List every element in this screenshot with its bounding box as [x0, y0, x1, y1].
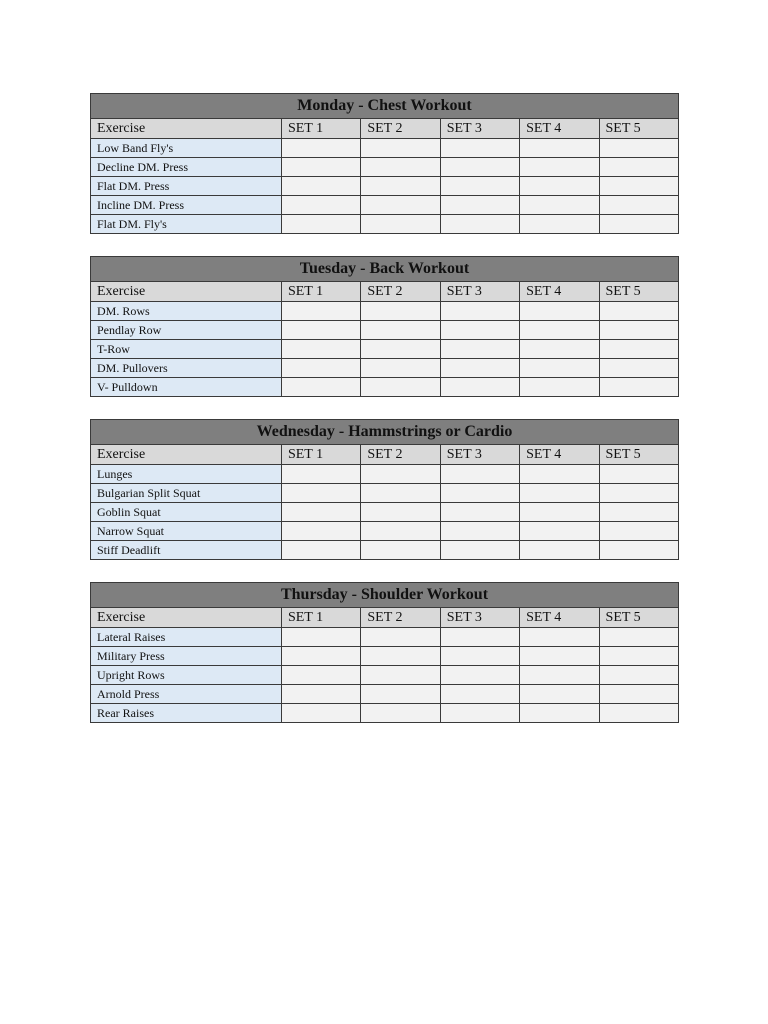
- exercise-name: Arnold Press: [91, 685, 282, 704]
- set-cell[interactable]: [520, 321, 599, 340]
- set-cell[interactable]: [440, 302, 519, 321]
- set-cell[interactable]: [599, 177, 679, 196]
- set-cell[interactable]: [281, 321, 360, 340]
- set-cell[interactable]: [520, 503, 599, 522]
- exercise-name: Goblin Squat: [91, 503, 282, 522]
- set-cell[interactable]: [520, 484, 599, 503]
- exercise-name: Lateral Raises: [91, 628, 282, 647]
- set-3-column-header: SET 3: [440, 119, 519, 139]
- set-cell[interactable]: [281, 541, 360, 560]
- exercise-name: DM. Pullovers: [91, 359, 282, 378]
- set-2-column-header: SET 2: [361, 608, 440, 628]
- set-cell[interactable]: [440, 196, 519, 215]
- set-cell[interactable]: [520, 666, 599, 685]
- table-row: [91, 704, 679, 723]
- set-cell[interactable]: [361, 302, 440, 321]
- set-cell[interactable]: [599, 158, 679, 177]
- set-cell[interactable]: [281, 340, 360, 359]
- set-3-column-header: SET 3: [440, 445, 519, 465]
- exercise-name: Decline DM. Press: [91, 158, 282, 177]
- set-cell[interactable]: [361, 484, 440, 503]
- set-5-column-header: SET 5: [599, 119, 679, 139]
- set-cell[interactable]: [599, 666, 678, 685]
- set-5-column-header: SET 5: [599, 282, 678, 302]
- set-cell[interactable]: [361, 503, 440, 522]
- set-cell[interactable]: [281, 158, 360, 177]
- set-4-column-header: SET 4: [520, 445, 599, 465]
- set-cell[interactable]: [599, 704, 678, 723]
- monday-workout-table: [90, 93, 679, 234]
- set-cell[interactable]: [361, 647, 440, 666]
- workout-title: Monday - Chest Workout: [91, 94, 679, 119]
- set-cell[interactable]: [599, 215, 679, 234]
- set-cell[interactable]: [361, 139, 440, 158]
- exercise-name: Lunges: [91, 465, 282, 484]
- set-cell[interactable]: [440, 503, 519, 522]
- set-1-column-header: SET 1: [281, 119, 360, 139]
- table-row: [91, 465, 679, 484]
- set-cell[interactable]: [520, 685, 599, 704]
- set-cell[interactable]: [599, 685, 678, 704]
- set-cell[interactable]: [520, 139, 599, 158]
- set-cell[interactable]: [440, 177, 519, 196]
- exercise-name: DM. Rows: [91, 302, 282, 321]
- set-4-column-header: SET 4: [520, 119, 599, 139]
- exercise-name: Flat DM. Fly's: [91, 215, 282, 234]
- set-1-column-header: SET 1: [281, 608, 360, 628]
- set-cell[interactable]: [599, 541, 678, 560]
- set-cell[interactable]: [520, 215, 599, 234]
- table-row: [91, 196, 679, 215]
- set-2-column-header: SET 2: [361, 119, 440, 139]
- set-cell[interactable]: [361, 321, 440, 340]
- table-row: [91, 484, 679, 503]
- set-cell[interactable]: [440, 321, 519, 340]
- set-cell[interactable]: [599, 484, 678, 503]
- set-cell[interactable]: [520, 196, 599, 215]
- set-cell[interactable]: [361, 158, 440, 177]
- set-cell[interactable]: [599, 340, 678, 359]
- set-cell[interactable]: [361, 359, 440, 378]
- set-cell[interactable]: [281, 215, 360, 234]
- set-cell[interactable]: [599, 465, 678, 484]
- set-1-column-header: SET 1: [281, 445, 360, 465]
- exercise-name: V- Pulldown: [91, 378, 282, 397]
- set-cell[interactable]: [281, 484, 360, 503]
- set-5-column-header: SET 5: [599, 445, 678, 465]
- workout-title: Tuesday - Back Workout: [91, 257, 679, 282]
- set-cell[interactable]: [440, 359, 519, 378]
- table-row: [91, 647, 679, 666]
- set-cell[interactable]: [520, 177, 599, 196]
- table-row: [91, 666, 679, 685]
- set-cell[interactable]: [599, 647, 678, 666]
- set-cell[interactable]: [520, 359, 599, 378]
- set-cell[interactable]: [361, 522, 440, 541]
- set-cell[interactable]: [281, 647, 360, 666]
- set-cell[interactable]: [440, 522, 519, 541]
- set-cell[interactable]: [281, 359, 360, 378]
- set-1-column-header: SET 1: [281, 282, 360, 302]
- set-cell[interactable]: [599, 196, 679, 215]
- set-cell[interactable]: [361, 378, 440, 397]
- set-cell[interactable]: [281, 666, 360, 685]
- set-cell[interactable]: [361, 465, 440, 484]
- set-4-column-header: SET 4: [520, 282, 599, 302]
- set-cell[interactable]: [520, 541, 599, 560]
- set-cell[interactable]: [440, 647, 519, 666]
- tuesday-workout-table: [90, 256, 679, 397]
- table-row: [91, 158, 679, 177]
- set-cell[interactable]: [440, 685, 519, 704]
- exercise-column-header: Exercise: [91, 282, 282, 302]
- set-cell[interactable]: [281, 685, 360, 704]
- table-row: [91, 628, 679, 647]
- set-3-column-header: SET 3: [440, 282, 519, 302]
- exercise-name: Flat DM. Press: [91, 177, 282, 196]
- set-cell[interactable]: [520, 465, 599, 484]
- set-cell[interactable]: [599, 522, 678, 541]
- set-cell[interactable]: [281, 196, 360, 215]
- set-4-column-header: SET 4: [520, 608, 599, 628]
- set-cell[interactable]: [361, 215, 440, 234]
- exercise-name: Stiff Deadlift: [91, 541, 282, 560]
- exercise-name: Low Band Fly's: [91, 139, 282, 158]
- set-cell[interactable]: [520, 647, 599, 666]
- set-cell[interactable]: [440, 465, 519, 484]
- set-cell[interactable]: [599, 139, 679, 158]
- set-cell[interactable]: [520, 378, 599, 397]
- set-cell[interactable]: [281, 465, 360, 484]
- set-cell[interactable]: [361, 541, 440, 560]
- table-row: [91, 177, 679, 196]
- set-cell[interactable]: [440, 158, 519, 177]
- set-cell[interactable]: [520, 340, 599, 359]
- set-cell[interactable]: [599, 321, 678, 340]
- exercise-name: Incline DM. Press: [91, 196, 282, 215]
- wednesday-workout-table: [90, 419, 679, 560]
- set-cell[interactable]: [520, 628, 599, 647]
- set-cell[interactable]: [361, 340, 440, 359]
- table-row: [91, 503, 679, 522]
- table-row: [91, 378, 679, 397]
- set-2-column-header: SET 2: [361, 445, 440, 465]
- set-cell[interactable]: [440, 139, 519, 158]
- table-row: [91, 685, 679, 704]
- table-row: [91, 139, 679, 158]
- exercise-column-header: Exercise: [91, 119, 282, 139]
- set-3-column-header: SET 3: [440, 608, 519, 628]
- set-cell[interactable]: [520, 302, 599, 321]
- set-cell[interactable]: [599, 503, 678, 522]
- thursday-workout-table: [90, 582, 679, 723]
- exercise-name: Narrow Squat: [91, 522, 282, 541]
- set-cell[interactable]: [440, 340, 519, 359]
- set-cell[interactable]: [599, 378, 678, 397]
- set-cell[interactable]: [361, 666, 440, 685]
- set-cell[interactable]: [361, 704, 440, 723]
- exercise-name: Bulgarian Split Squat: [91, 484, 282, 503]
- set-cell[interactable]: [440, 666, 519, 685]
- table-row: [91, 321, 679, 340]
- set-cell[interactable]: [281, 302, 360, 321]
- set-cell[interactable]: [440, 704, 519, 723]
- exercise-name: T-Row: [91, 340, 282, 359]
- set-cell[interactable]: [281, 177, 360, 196]
- set-cell[interactable]: [599, 359, 678, 378]
- table-row: [91, 302, 679, 321]
- set-cell[interactable]: [361, 685, 440, 704]
- set-cell[interactable]: [440, 484, 519, 503]
- workout-title: Thursday - Shoulder Workout: [91, 583, 679, 608]
- workout-title: Wednesday - Hammstrings or Cardio: [91, 420, 679, 445]
- table-row: [91, 215, 679, 234]
- exercise-name: Upright Rows: [91, 666, 282, 685]
- set-cell[interactable]: [520, 158, 599, 177]
- set-2-column-header: SET 2: [361, 282, 440, 302]
- set-cell[interactable]: [520, 522, 599, 541]
- exercise-column-header: Exercise: [91, 445, 282, 465]
- set-cell[interactable]: [440, 541, 519, 560]
- table-row: [91, 340, 679, 359]
- table-row: [91, 541, 679, 560]
- set-cell[interactable]: [281, 522, 360, 541]
- set-cell[interactable]: [281, 139, 360, 158]
- set-cell[interactable]: [361, 177, 440, 196]
- set-cell[interactable]: [440, 378, 519, 397]
- set-cell[interactable]: [281, 628, 360, 647]
- set-cell[interactable]: [281, 378, 360, 397]
- exercise-name: Rear Raises: [91, 704, 282, 723]
- set-cell[interactable]: [281, 704, 360, 723]
- set-cell[interactable]: [361, 628, 440, 647]
- exercise-name: Military Press: [91, 647, 282, 666]
- exercise-name: Pendlay Row: [91, 321, 282, 340]
- exercise-column-header: Exercise: [91, 608, 282, 628]
- set-cell[interactable]: [440, 628, 519, 647]
- set-cell[interactable]: [599, 628, 678, 647]
- set-cell[interactable]: [440, 215, 519, 234]
- set-cell[interactable]: [281, 503, 360, 522]
- table-row: [91, 359, 679, 378]
- set-cell[interactable]: [361, 196, 440, 215]
- table-row: [91, 522, 679, 541]
- set-cell[interactable]: [599, 302, 678, 321]
- set-5-column-header: SET 5: [599, 608, 678, 628]
- set-cell[interactable]: [520, 704, 599, 723]
